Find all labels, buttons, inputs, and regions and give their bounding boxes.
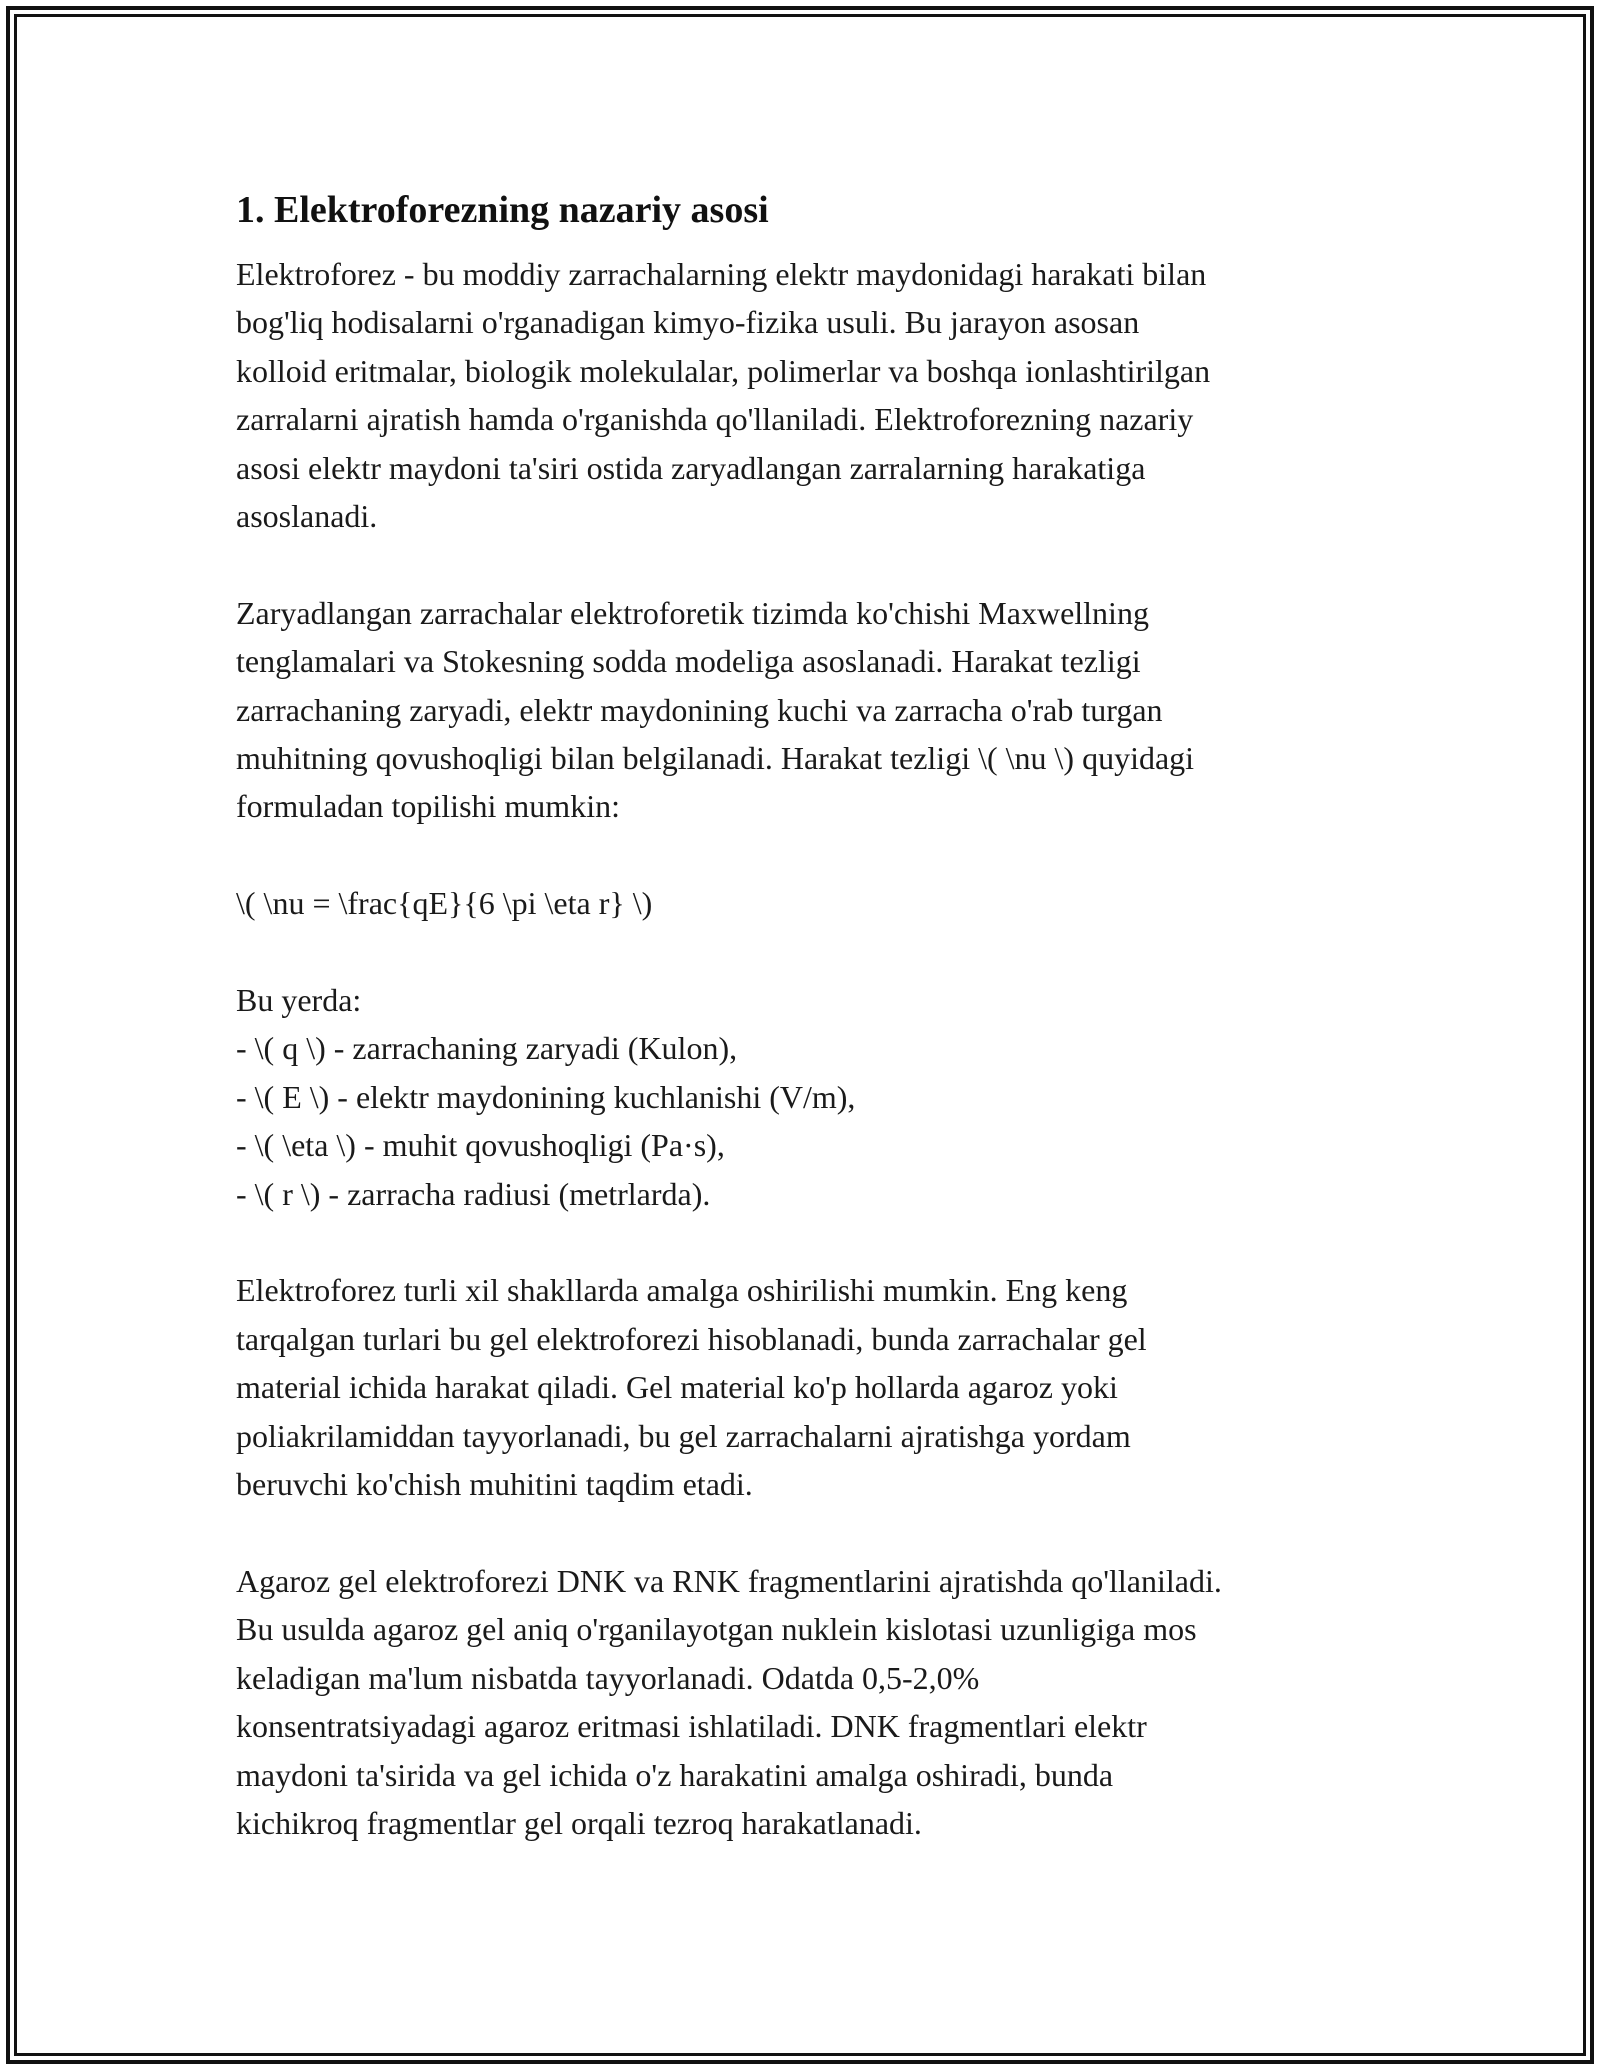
definition-item: - \( E \) - elektr maydonining kuchlanishi (V/m), xyxy=(236,1078,856,1115)
paragraph-velocity xyxy=(236,589,1386,831)
text-line: asosi elektr maydoni ta'siri ostida zaryadlangan zarralarning harakatiga xyxy=(236,449,1146,486)
text-line: Bu usulda agaroz gel aniq o'rganilayotgan nuklein kislotasi uzunligiga mos xyxy=(236,1611,1197,1648)
text-line: keladigan ma'lum nisbatda tayyorlanadi. Odatda 0,5-2,0% xyxy=(236,1659,980,1696)
definition-item: - \( \eta \) - muhit qovushoqligi (Pa·s), xyxy=(236,1127,725,1164)
text-line: konsentratsiyadagi agaroz eritmasi ishlatiladi. DNK fragmentlari elektr xyxy=(236,1708,1147,1745)
text-line: poliakrilamiddan tayyorlanadi, bu gel zarrachalarni ajratishga yordam xyxy=(236,1417,1131,1454)
definition-item: - \( r \) - zarracha radiusi (metrlarda). xyxy=(236,1175,711,1212)
text-line: zarrachaning zaryadi, elektr maydonining kuchi va zarracha o'rab turgan xyxy=(236,691,1163,728)
text-line: Elektroforez turli xil shakllarda amalga oshirilishi mumkin. Eng keng xyxy=(236,1272,1128,1309)
definitions-list xyxy=(236,976,1386,1218)
velocity-formula: \( \nu = \frac{qE}{6 \pi \eta r} \) xyxy=(236,885,653,922)
text-line: Agaroz gel elektroforezi DNK va RNK fragmentlarini ajratishda qo'llaniladi. xyxy=(236,1562,1222,1599)
document-body xyxy=(236,186,1386,1896)
text-line: asoslanadi. xyxy=(236,498,378,535)
text-line: muhitning qovushoqligi bilan belgilanadi. Harakat tezligi \( \nu \) quyidagi xyxy=(236,740,1195,777)
definitions-intro: Bu yerda: xyxy=(236,982,362,1019)
text-line: formuladan topilishi mumkin: xyxy=(236,788,620,825)
text-line: beruvchi ko'chish muhitini taqdim etadi. xyxy=(236,1466,753,1503)
text-line: kichikroq fragmentlar gel orqali tezroq harakatlanadi. xyxy=(236,1804,922,1841)
paragraph-types xyxy=(236,1266,1386,1508)
paragraph-intro xyxy=(236,250,1386,540)
text-line: tenglamalari va Stokesning sodda modeliga asoslanadi. Harakat tezligi xyxy=(236,643,1141,680)
text-line: zarralarni ajratish hamda o'rganishda qo'llaniladi. Elektroforezning nazariy xyxy=(236,401,1194,438)
paragraph-agarose xyxy=(236,1557,1386,1847)
text-line: kolloid eritmalar, biologik molekulalar, polimerlar va boshqa ionlashtirilgan xyxy=(236,352,1211,389)
text-line: tarqalgan turlari bu gel elektroforezi hisoblanadi, bunda zarrachalar gel xyxy=(236,1320,1147,1357)
text-line: material ichida harakat qiladi. Gel material ko'p hollarda agaroz yoki xyxy=(236,1369,1118,1406)
definition-item: - \( q \) - zarrachaning zaryadi (Kulon), xyxy=(236,1030,738,1067)
section-heading: 1. Elektroforezning nazariy asosi xyxy=(236,189,769,231)
text-line: bog'liq hodisalarni o'rganadigan kimyo-fizika usuli. Bu jarayon asosan xyxy=(236,304,1140,341)
formula-block xyxy=(236,879,1386,927)
text-line: maydoni ta'sirida va gel ichida o'z harakatini amalga oshiradi, bunda xyxy=(236,1756,1114,1793)
text-line: Zaryadlangan zarrachalar elektroforetik tizimda ko'chishi Maxwellning xyxy=(236,594,1149,631)
text-line: Elektroforez - bu moddiy zarrachalarning elektr maydonidagi harakati bilan xyxy=(236,256,1207,292)
